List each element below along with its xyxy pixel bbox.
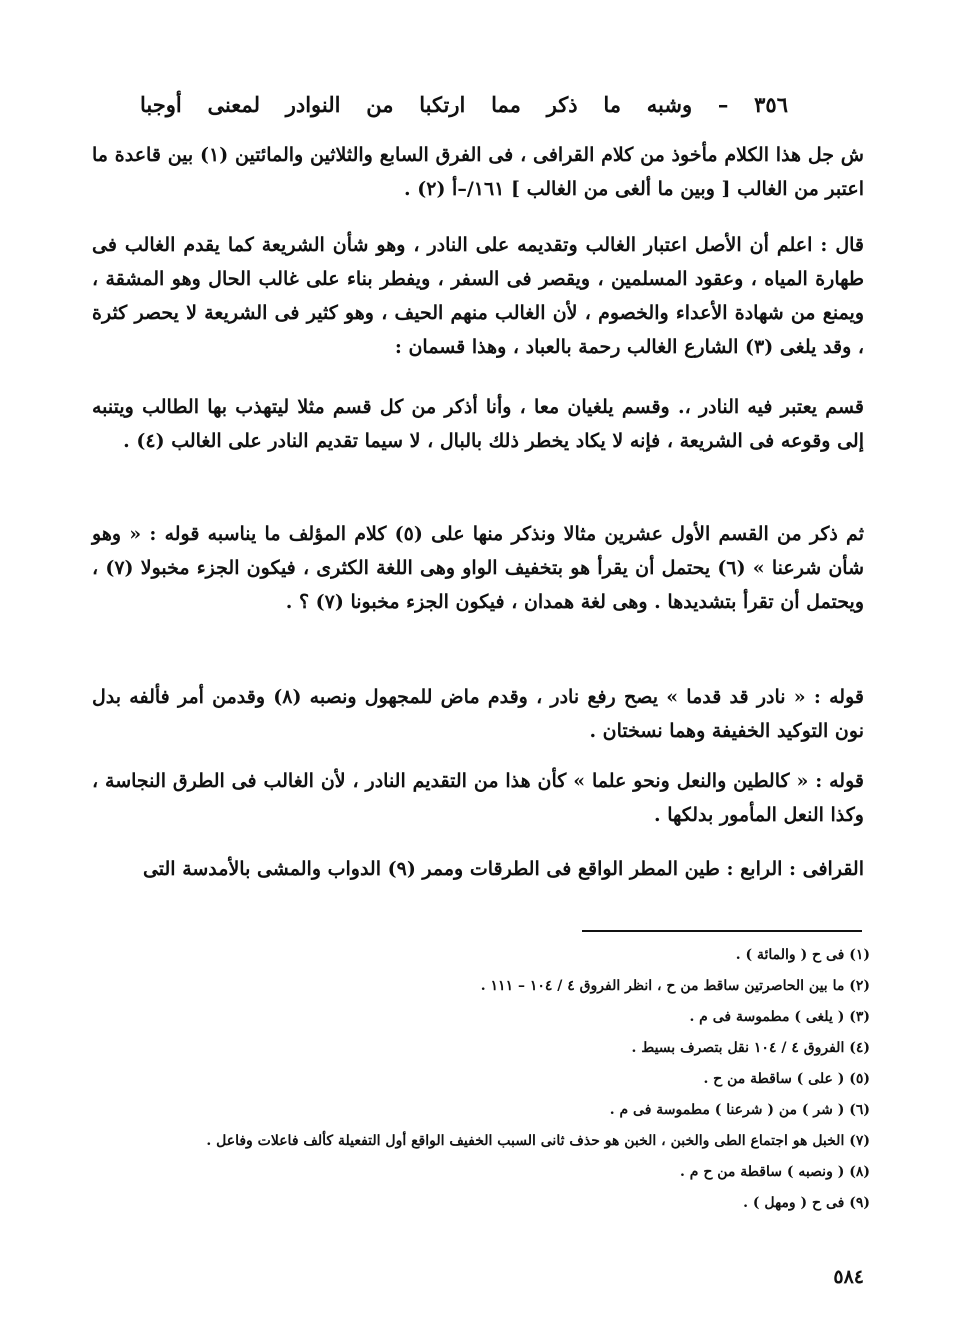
page-number: ٥٨٤ bbox=[833, 1266, 864, 1288]
footnote: (٥) ( على ) ساقطة من ح . bbox=[703, 1071, 870, 1087]
paragraph bbox=[92, 517, 864, 619]
paragraph bbox=[92, 852, 864, 886]
paragraph bbox=[92, 390, 864, 458]
paragraph bbox=[92, 228, 864, 364]
paragraph bbox=[92, 680, 864, 748]
footnote-separator bbox=[582, 930, 862, 932]
commentary-paragraph: قوله : « كالطين والنعل ونحو علما » كأن هذا من التقديم النادر ، لأن الغالب فى الطرق النجاسة ، وكذا النعل المأمور بدلكها . bbox=[92, 770, 864, 826]
footnote: (٨) ( ونصبه ) ساقطة من ح م . bbox=[680, 1164, 870, 1180]
paragraph bbox=[92, 764, 864, 832]
commentary-paragraph: ش جل هذا الكلام مأخوذ من كلام القرافى ، فى الفرق السابع والثلاثين والمائتين (١) بين قاعدة ما اعتبر من الغالب [ وبين ما ألغى من الغالب ] ١٦١/–أ (٢) . bbox=[92, 144, 865, 200]
footnotes bbox=[98, 940, 870, 1219]
commentary-paragraph: قوله : « نادر قد قدما » يصح رفع نادر ، وقدم ماض للمجهول ونصبه (٨) وقدمن أمر فألفه بدل نون التوكيد الخفيفة وهما نسختان . bbox=[92, 686, 864, 742]
footnote: (٢) ما بين الحاصرتين ساقط من ح ، انظر الفروق ٤ / ١٠٤ – ١١١ . bbox=[480, 978, 870, 994]
footnote: (٤) الفروق ٤ / ١٠٤ نقل بتصرف بسيط . bbox=[631, 1040, 870, 1056]
footnote: (٩) فى ح ( ومهل ) . bbox=[743, 1195, 870, 1211]
footnote: (٣) ( يلغى ) مطموسة فى م . bbox=[689, 1009, 870, 1025]
footnote: (٧) الخبل هو اجتماع الطى والخبن ، الخبن هو حذف ثانى السبب الخفيف الواقع أول التفعيلة كألف فاعلات وفاعل . bbox=[206, 1133, 870, 1149]
commentary-paragraph: ثم ذكر من القسم الأول عشرين مثالا ونذكر منها على (٥) كلام المؤلف ما يناسبه قوله : « وهو شأن شرعنا » (٦) يحتمل أن يقرأ هو بتخفيف الواو وهى اللغة الكثرى ، فيكون الجزء مخبولا (٧) ، ويحتمل أن تقرأ بتشديدها . وهى لغة همدان ، فيكون الجزء مخبونا (٧) ؟ . bbox=[92, 523, 864, 613]
paragraph bbox=[92, 138, 864, 206]
footnote: (٦) ( شر ) من ( شرعنا ) مطموسة فى م . bbox=[609, 1102, 870, 1118]
footnote: (١) فى ح ( والمائة ) . bbox=[735, 947, 870, 963]
commentary-paragraph: قسم يعتبر فيه النادر ،. وقسم يلغيان معا ، وأنا أذكر من كل قسم مثلا ليتهذب بها الطالب ويتنبه إلى وقوعه فى الشريعة ، فإنه لا يكاد يخطر ذلك بالبال ، لا سيما تقديم النادر على الغالب (٤) . bbox=[92, 396, 864, 452]
commentary-paragraph: القرافى : الرابع : طين المطر الواقع فى الطرقات وممر (٩) الدواب والمشى بالأمدسة التى bbox=[142, 858, 864, 880]
verse-line: ٣٥٦ – وشبه ما ذكر مما ارتكبا من النوادر لمعنى أوجبا bbox=[140, 92, 788, 117]
commentary-paragraph: قال : اعلم أن الأصل اعتبار الغالب وتقديمه على النادر ، وهو شأن الشريعة كما يقدم الغالب فى طهارة المياه ، وعقود المسلمين ، ويقصر فى السفر ، ويفطر بناء على غالب الحال وهو المشقة ، ويمنع من شهادة الأعداء والخصوم ، لأن الغالب منهم الحيف ، وهو كثير فى الشريعة لا يحصر كثرة ، وقد يلغى (٣) الشارع الغالب رحمة بالعباد ، وهذا قسمان : bbox=[92, 234, 864, 358]
